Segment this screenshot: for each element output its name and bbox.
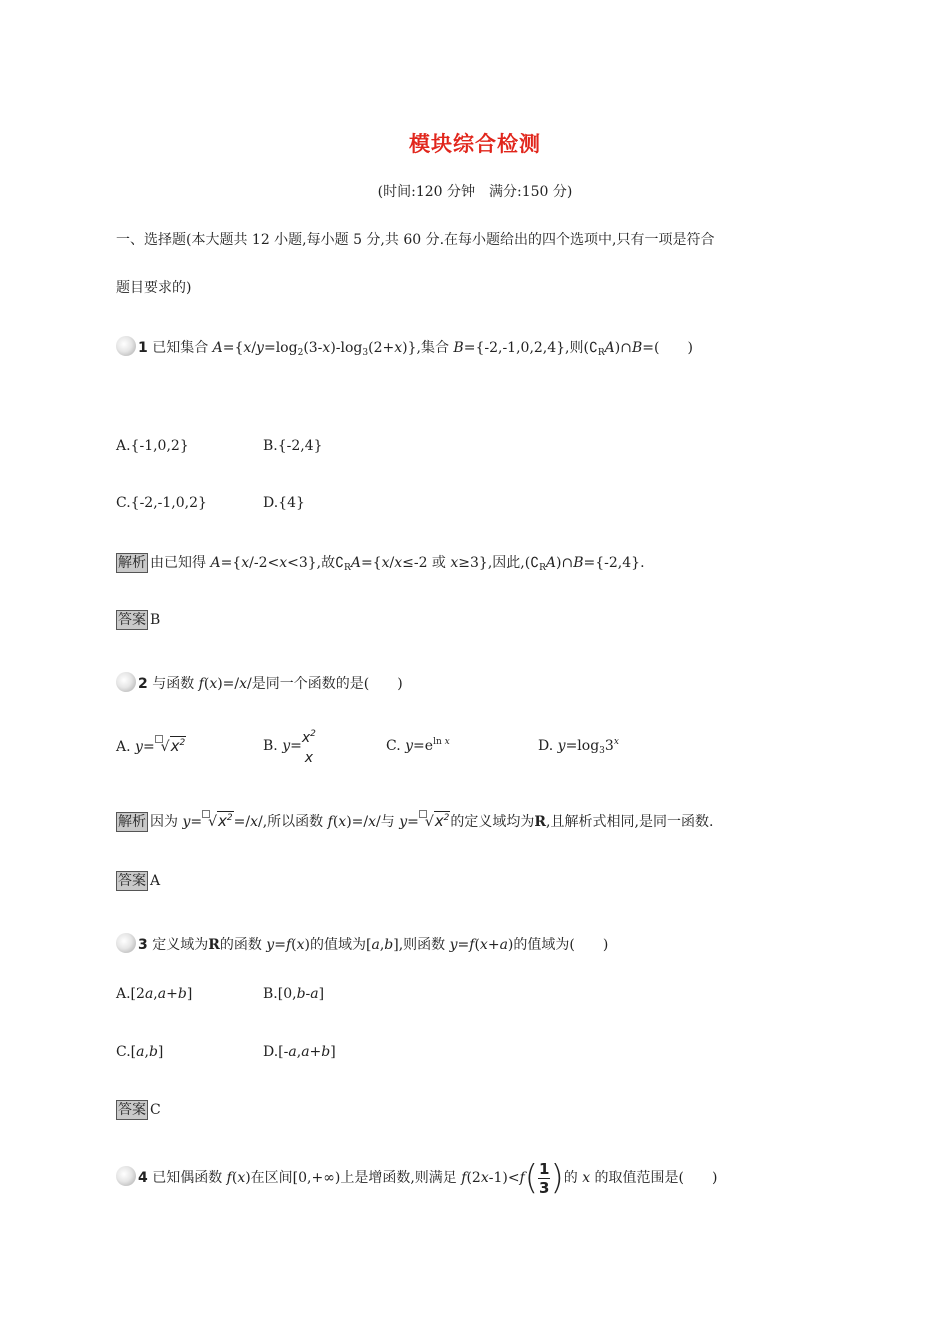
option-a: A. $y= √x^2$ [116, 737, 186, 755]
section-heading-line1: 一、选择题(本大题共 12 小题,每小题 5 分,共 60 分.在每小题给出的四个选项中,只有一项是符合 [116, 232, 715, 248]
analysis-label: 解析 [118, 814, 146, 830]
answer-2 [116, 871, 160, 891]
answer-label: 答案 [118, 1102, 146, 1118]
option-c: C. $y=e^{ln x}$ [386, 737, 450, 754]
question-number: 2 [138, 676, 148, 692]
question-4: 4 已知偶函数 f(x)在区间[0,+∞)上是增函数,则满足 f(2x-1)<f( $\frac{1}{3}$ )的 x 的取值范围是( ) [116, 1158, 717, 1198]
question-1: 1 已知集合 $A=\{x/y=\log_2(3-x)-\log_3(2+x)\}$,集合 B={-2,-1,0,2,4},则$(∁_RA)\cap B=$( ) [116, 336, 693, 358]
question-2: 2 与函数 f(x)=/x/是同一个函数的是( ) [116, 672, 403, 693]
option-d: D. $y=\log_33^x$ [538, 737, 619, 756]
option-a: A.{-1,0,2} [116, 438, 189, 454]
section-heading-line2: 题目要求的) [116, 280, 192, 296]
option-d: D.[-a,a+b] [263, 1044, 336, 1060]
question-number: 1 [138, 340, 148, 356]
option-a: A.[2a,a+b] [116, 986, 193, 1002]
question-bullet-icon [116, 1166, 136, 1186]
analysis-1: 解析 由已知得 A={x/-2<x<3},故$∁_RA=\{x/x\le-2$ 或 x≥3},因此$,(∁_RA)\cap B=\{-2,4\}$. [118, 555, 645, 573]
question-bullet-icon [116, 336, 136, 356]
answer-label: 答案 [118, 873, 146, 889]
question-bullet-icon [116, 672, 136, 692]
answer-1 [116, 610, 160, 630]
answer-label: 答案 [118, 612, 146, 628]
option-d: D.{4} [263, 495, 305, 511]
answer-value: B [150, 612, 161, 628]
exam-meta: (时间:120 分钟 满分:150 分) [377, 184, 573, 200]
option-b: B.[0,b-a] [263, 986, 325, 1002]
question-number: 4 [138, 1170, 148, 1186]
option-b: B.{-2,4} [263, 438, 323, 454]
answer-value: C [150, 1102, 161, 1118]
answer-3 [116, 1100, 161, 1120]
analysis-2: 解析 因为 $y= √x^2=/x/$,所以函数 f(x)=/x/与 $y= √x^2$的定义域均为R,且解析式相同,是同一函数. [118, 812, 714, 830]
page-title: 模块综合检测 [409, 131, 541, 156]
option-c: C.{-2,-1,0,2} [116, 495, 207, 511]
option-b: B. y= $x^2$ x [263, 729, 316, 766]
analysis-label: 解析 [118, 555, 146, 571]
answer-value: A [150, 873, 161, 889]
question-bullet-icon [116, 933, 136, 953]
question-3: 3 定义域为R的函数 y=f(x)的值域为[a,b],则函数 y=f(x+a)的值域为( ) [116, 933, 608, 954]
question-number: 3 [138, 937, 148, 953]
option-c: C.[a,b] [116, 1044, 164, 1060]
